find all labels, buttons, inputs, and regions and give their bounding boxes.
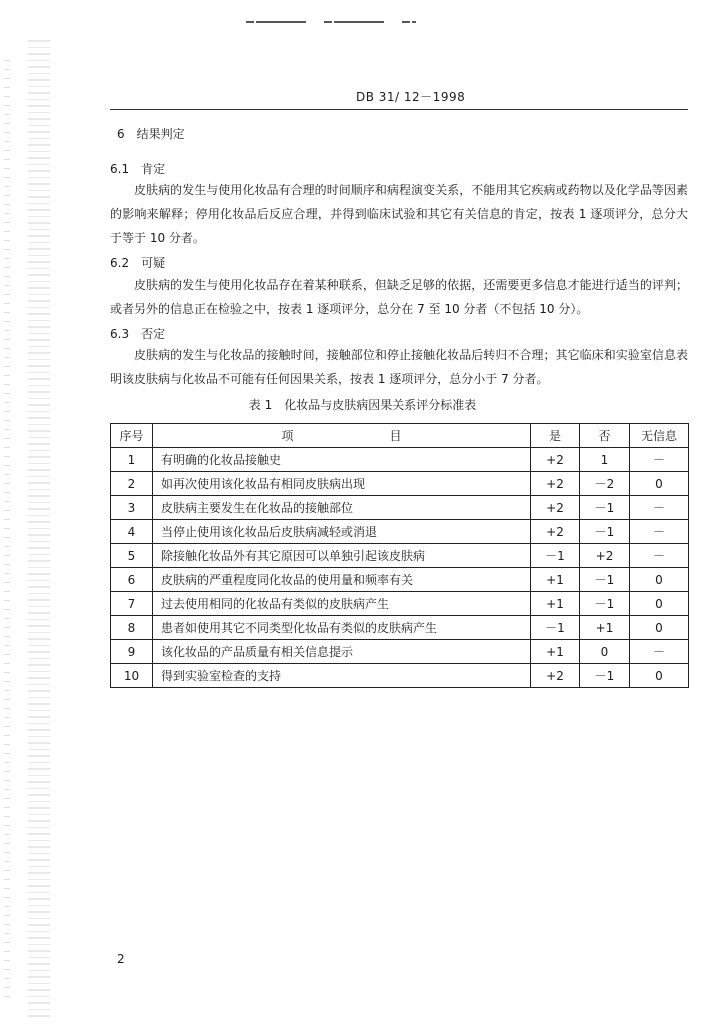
scan-edge-artifact (28, 40, 50, 1020)
cell-no-info: 0 (630, 664, 689, 688)
cell-no-answer: －1 (580, 520, 630, 544)
cell-no-info: 0 (630, 472, 689, 496)
score-table (110, 423, 689, 688)
header-item: 项 目 (153, 424, 531, 448)
cell-no: 9 (111, 640, 153, 664)
table-row (111, 592, 689, 616)
table-row (111, 544, 689, 568)
cell-no-info: 0 (630, 568, 689, 592)
cell-item: 如再次使用该化妆品有相同皮肤病出现 (153, 472, 531, 496)
table-row (111, 472, 689, 496)
cell-no-answer: +2 (580, 544, 630, 568)
header-no-answer: 否 (580, 424, 630, 448)
cell-item: 得到实验室检查的支持 (153, 664, 531, 688)
cell-no-answer: +1 (580, 616, 630, 640)
cell-yes: +1 (531, 592, 580, 616)
section-6-title: 6 结果判定 (117, 127, 185, 141)
cell-item: 除接触化妆品外有其它原因可以单独引起该皮肤病 (153, 544, 531, 568)
cell-no-info: 0 (630, 592, 689, 616)
cell-no-info: － (630, 448, 689, 472)
cell-yes: +1 (531, 640, 580, 664)
cell-yes: +2 (531, 496, 580, 520)
section-6-3-text: 皮肤病的发生与化妆品的接触时间，接触部位和停止接触化妆品后转归不合理；其它临床和实验室信息表明该皮肤病与化妆品不可能有任何因果关系，按表 1 逐项评分，总分小于 7 分者。 (110, 348, 688, 386)
table-row (111, 520, 689, 544)
table-row (111, 448, 689, 472)
header-yes: 是 (531, 424, 580, 448)
cell-no-answer: －1 (580, 664, 630, 688)
cell-no-answer: －1 (580, 496, 630, 520)
cell-yes: －1 (531, 616, 580, 640)
table-row (111, 568, 689, 592)
cell-no: 5 (111, 544, 153, 568)
table-row (111, 496, 689, 520)
header-rule (110, 109, 688, 110)
table-row (111, 616, 689, 640)
header-no: 序号 (111, 424, 153, 448)
cell-yes: +2 (531, 448, 580, 472)
cell-no: 6 (111, 568, 153, 592)
cell-no: 1 (111, 448, 153, 472)
cell-yes: +2 (531, 520, 580, 544)
cell-item: 该化妆品的产品质量有相关信息提示 (153, 640, 531, 664)
cell-yes: +1 (531, 568, 580, 592)
cell-no-answer: 1 (580, 448, 630, 472)
table-row (111, 664, 689, 688)
table-header-row (111, 424, 689, 448)
cell-no: 10 (111, 664, 153, 688)
cell-no-info: － (630, 544, 689, 568)
cell-no-info: － (630, 520, 689, 544)
cell-item: 当停止使用该化妆品后皮肤病减轻或消退 (153, 520, 531, 544)
cell-item: 有明确的化妆品接触史 (153, 448, 531, 472)
cell-no-answer: －1 (580, 568, 630, 592)
section-6-1-text: 皮肤病的发生与使用化妆品有合理的时间顺序和病程演变关系，不能用其它疾病或药物以及化学品等因素的影响来解释；停用化妆品后反应合理，并得到临床试验和其它有关信息的肯定，按表 1 逐项评分，总分大于等于 10 分者。 (110, 183, 688, 245)
cell-no: 3 (111, 496, 153, 520)
cell-no-answer: －1 (580, 592, 630, 616)
table-row (111, 640, 689, 664)
cell-no-answer: 0 (580, 640, 630, 664)
cell-yes: +2 (531, 664, 580, 688)
cell-no: 8 (111, 616, 153, 640)
cell-yes: －1 (531, 544, 580, 568)
cell-item: 患者如使用其它不同类型化妆品有类似的皮肤病产生 (153, 616, 531, 640)
cell-item: 皮肤病主要发生在化妆品的接触部位 (153, 496, 531, 520)
cell-no-answer: －2 (580, 472, 630, 496)
table-caption: 表 1 化妆品与皮肤病因果关系评分标准表 (248, 398, 477, 412)
document-code: DB 31/ 12－1998 (356, 90, 466, 104)
cell-no: 7 (111, 592, 153, 616)
top-dash-artifact (246, 21, 416, 23)
section-6-1-heading: 6.1 肯定 (110, 162, 166, 176)
cell-yes: +2 (531, 472, 580, 496)
cell-no: 2 (111, 472, 153, 496)
cell-no-info: － (630, 640, 689, 664)
cell-no: 4 (111, 520, 153, 544)
cell-item: 皮肤病的严重程度同化妆品的使用量和频率有关 (153, 568, 531, 592)
section-6-2-text: 皮肤病的发生与使用化妆品存在着某种联系，但缺乏足够的依据，还需要更多信息才能进行适当的评判；或者另外的信息正在检验之中，按表 1 逐项评分，总分在 7 至 10 分者（不包括 10 分）。 (110, 278, 688, 316)
section-6-2-heading: 6.2 可疑 (110, 256, 166, 270)
cell-no-info: － (630, 496, 689, 520)
header-no-info: 无信息 (630, 424, 689, 448)
section-6-3-heading: 6.3 否定 (110, 327, 166, 341)
page-number: 2 (117, 952, 125, 966)
scan-edge-artifact-outer (4, 60, 10, 1000)
cell-item: 过去使用相同的化妆品有类似的皮肤病产生 (153, 592, 531, 616)
cell-no-info: 0 (630, 616, 689, 640)
